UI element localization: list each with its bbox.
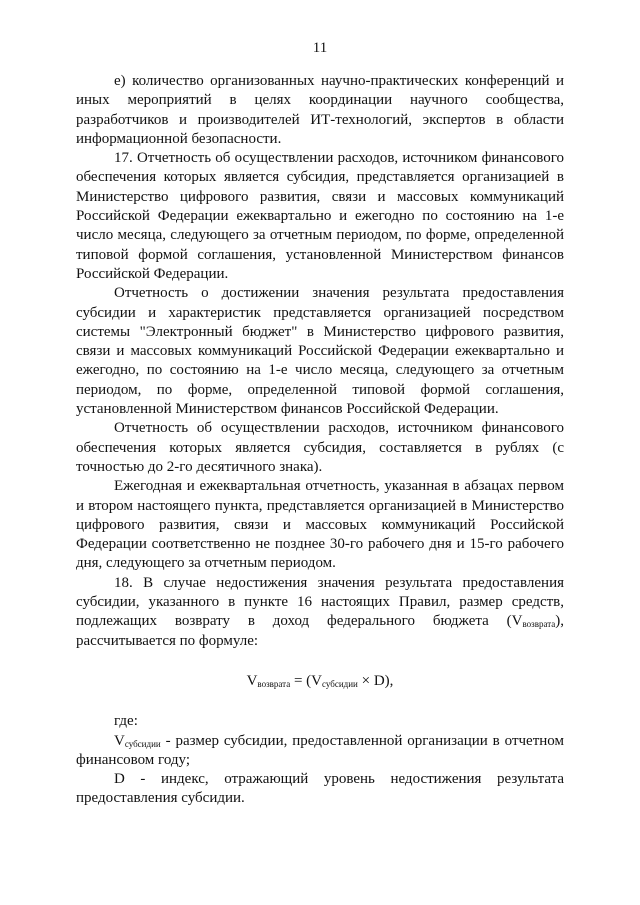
paragraph-rubles: Отчетность об осуществлении расходов, источником финансового обеспечения которых является субсидия, составляется в рублях (с точностью до 2-го десятичного знака).	[76, 420, 564, 475]
definition-index-d: D - индекс, отражающий уровень недостижения результата предоставления субсидии.	[76, 771, 564, 807]
paragraph-e: е) количество организованных научно-практических конференций и иных мероприятий в целях координации научного сообщества, разработчиков и производителей ИТ-технологий, экспертов в области информационной безопасности.	[76, 73, 564, 147]
paragraph-18-text: 18. В случае недостижения значения результата предоставления субсидии, указанного в пункте 16 настоящих Правил, размер средств, подлежащих возврату в доход федерального бюджета (V	[76, 574, 564, 630]
definition-subsidy-text: - размер субсидии, предоставленной организации в отчетном финансовом году;	[76, 732, 564, 768]
definition-subsidy-v: V	[114, 732, 125, 749]
formula-v: V	[246, 672, 258, 689]
page-number: 11	[312, 40, 328, 56]
return-formula	[76, 672, 564, 691]
formula-middle: = (V	[290, 672, 323, 689]
formula-s-subscript: субсидии	[322, 678, 358, 689]
definition-subsidy-subscript: субсидии	[124, 738, 161, 749]
document-body	[76, 72, 564, 809]
formula-v-subscript: возврата	[257, 678, 291, 689]
paragraph-17: 17. Отчетность об осуществлении расходов, источником финансового обеспечения которых является субсидия, представляется организацией в Министерство цифрового развития, связи и массовых коммуникаций Российской Федерации ежеквартально и ежегодно по состоянию на 1-е число месяца, следующего за отчетным периодом, по форме, определенной типовой формой соглашения, установленной Министерством финансов Российской Федерации.	[76, 150, 564, 282]
formula-end: × D),	[357, 672, 394, 689]
paragraph-18	[76, 574, 564, 651]
paragraph-18-subscript: возврата	[522, 619, 556, 630]
where-label: где:	[114, 713, 138, 730]
paragraph-18-end: ), рассчитывается по формуле:	[76, 613, 564, 649]
definition-subsidy	[76, 732, 564, 771]
paragraph-result-reporting: Отчетность о достижении значения результата предоставления субсидии и характеристик представляется организацией посредством системы "Электронный бюджет" в Министерство цифрового развития, связи и массовых коммуникаций Российской Федерации ежеквартально и ежегодно, по состоянию на 1-е число месяца, следующего за отчетным периодом, по форме, определенной типовой формой соглашения, установленной Министерством финансов Российской Федерации.	[76, 285, 564, 418]
paragraph-annual-reporting: Ежегодная и ежеквартальная отчетность, указанная в абзацах первом и втором настоящего пункта, представляется организацией в Министерство цифрового развития, связи и массовых коммуникаций Российской Федерации соответственно не позднее 30-го рабочего дня и 15-го рабочего дня, следующего за отчетным периодом.	[76, 478, 564, 572]
